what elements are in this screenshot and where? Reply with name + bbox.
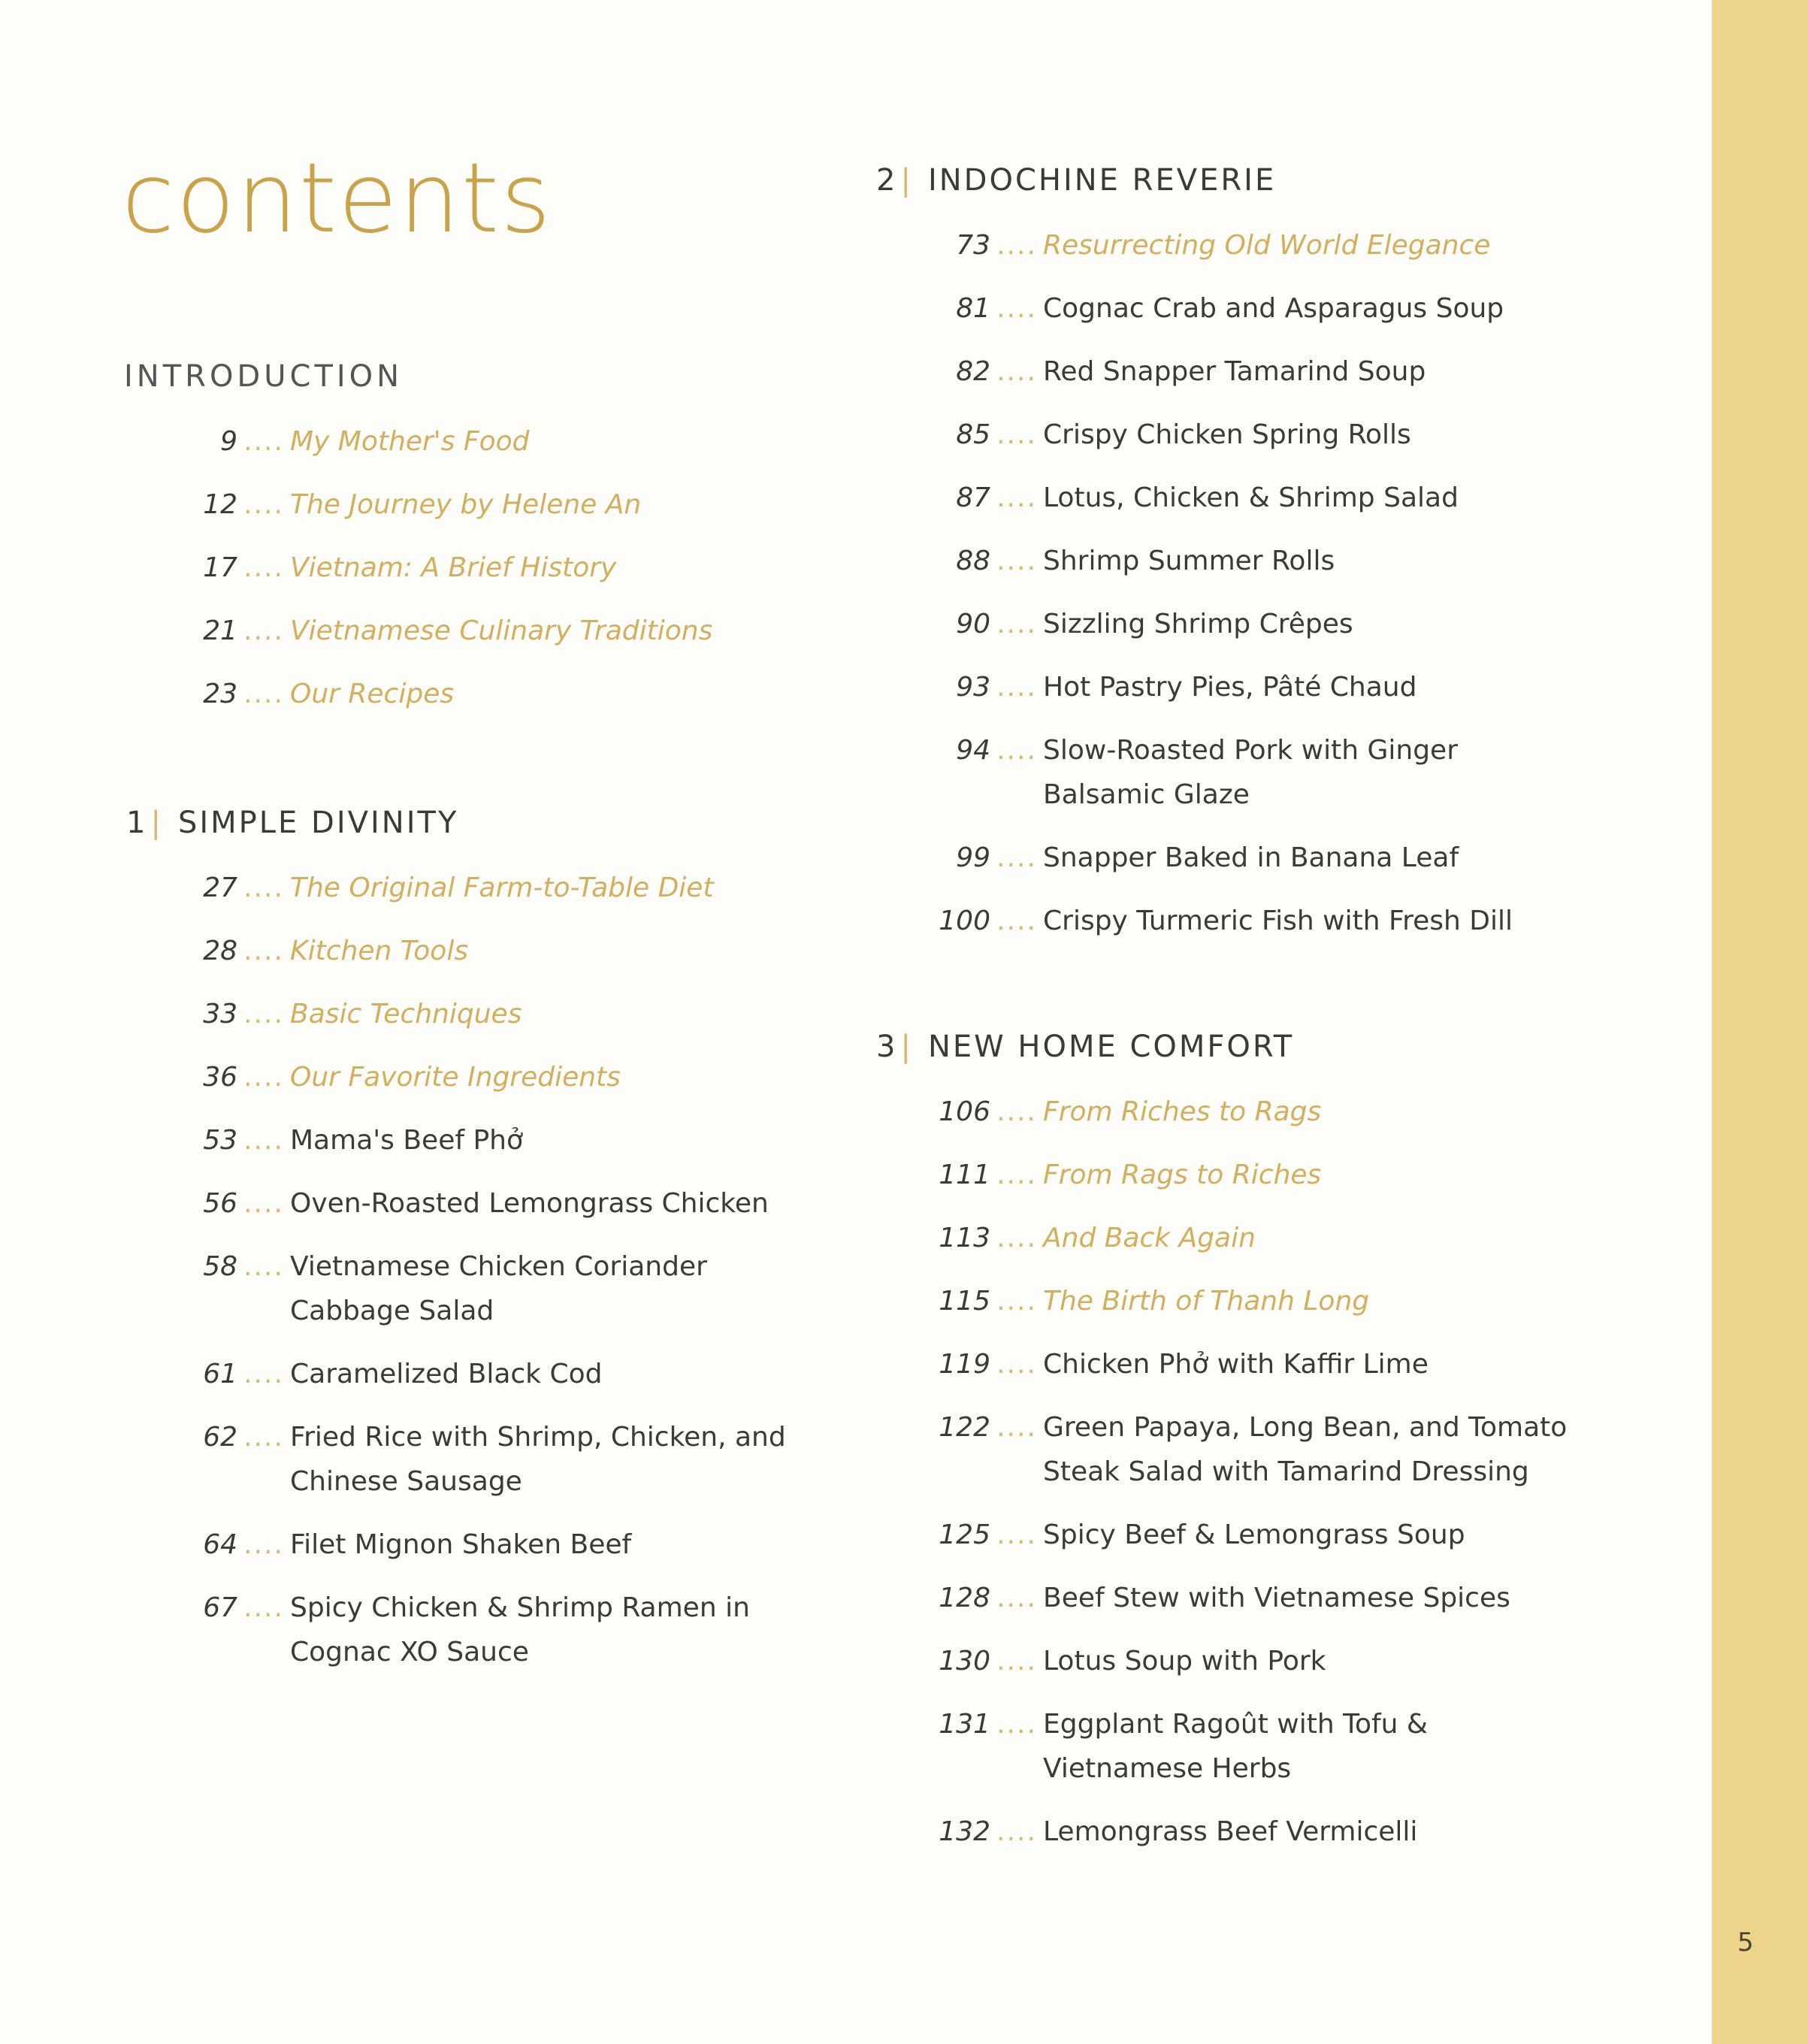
dot-leader: .... [243, 615, 284, 646]
entry-title: Snapper Baked in Banana Leaf [1043, 842, 1459, 873]
entry-page-number: 128 [939, 1583, 990, 1613]
entry-title: Lotus, Chicken & Shrimp Salad [1043, 482, 1459, 513]
section-title: NEW HOME COMFORT [927, 1030, 1295, 1064]
entry-page-number: 64 [203, 1529, 237, 1560]
dot-leader: .... [243, 936, 284, 966]
dot-leader: .... [243, 999, 284, 1030]
section-divider: | [150, 806, 163, 840]
entry-page-number: 106 [939, 1096, 990, 1127]
entry-title: Vietnamese Chicken Coriander Cabbage Salad [290, 1251, 707, 1326]
dot-leader: .... [996, 482, 1037, 513]
entry-title: Resurrecting Old World Elegance [1043, 230, 1491, 261]
entry-page-number: 61 [203, 1359, 237, 1389]
dot-leader: .... [243, 679, 284, 709]
entry-title: Our Recipes [290, 679, 455, 709]
toc-entry[interactable] [177, 546, 712, 590]
entry-title: Vietnamese Culinary Traditions [290, 615, 713, 646]
entry-page-number: 17 [203, 552, 237, 583]
entry-page-number: 131 [939, 1709, 990, 1740]
entry-page-number: 36 [203, 1062, 237, 1093]
entry-page-number: 73 [956, 230, 990, 261]
entry-title: Shrimp Summer Rolls [1043, 546, 1335, 576]
entry-page-number: 56 [203, 1188, 237, 1219]
entry-title: Green Papaya, Long Bean, and Tomato Steak Salad with Tamarind Dressing [1043, 1412, 1568, 1487]
dot-leader: .... [996, 1816, 1037, 1847]
entry-page-number: 27 [203, 872, 237, 903]
entry-title: Vietnam: A Brief History [290, 552, 617, 583]
toc-entry[interactable] [177, 1586, 786, 1674]
toc-entry[interactable] [930, 1279, 1567, 1323]
toc-entry[interactable] [930, 223, 1513, 268]
dot-leader: .... [243, 552, 284, 583]
entry-title: And Back Again [1043, 1223, 1256, 1253]
entry-page-number: 122 [939, 1412, 990, 1443]
entry-page-number: 115 [939, 1286, 990, 1317]
section-3-heading [876, 1030, 1294, 1064]
dot-leader: .... [996, 546, 1037, 576]
entry-page-number: 113 [939, 1223, 990, 1253]
entry-page-number: 130 [939, 1646, 990, 1677]
entry-title: Caramelized Black Cod [290, 1359, 603, 1389]
dot-leader: .... [996, 609, 1037, 640]
entry-title: The Birth of Thanh Long [1043, 1286, 1370, 1317]
entry-title: Fried Rice with Shrimp, Chicken, and Chinese Sausage [290, 1422, 786, 1497]
dot-leader: .... [996, 1160, 1037, 1190]
dot-leader: .... [243, 1188, 284, 1219]
section-number: 1 [126, 806, 148, 840]
entry-title: Oven-Roasted Lemongrass Chicken [290, 1188, 769, 1219]
entry-page-number: 53 [203, 1125, 237, 1156]
entry-title: Cognac Crab and Asparagus Soup [1043, 293, 1504, 324]
page-number: 5 [1737, 1928, 1754, 1958]
toc-entry[interactable] [177, 992, 786, 1036]
dot-leader: .... [243, 1062, 284, 1093]
entry-title: Crispy Chicken Spring Rolls [1043, 419, 1411, 450]
toc-entry[interactable] [177, 419, 712, 464]
dot-leader: .... [996, 672, 1037, 703]
entry-title: Red Snapper Tamarind Soup [1043, 356, 1426, 387]
dot-leader: .... [996, 1349, 1037, 1380]
dot-leader: .... [996, 1223, 1037, 1253]
dot-leader: .... [996, 1709, 1037, 1740]
entry-page-number: 132 [939, 1816, 990, 1847]
dot-leader: .... [996, 356, 1037, 387]
toc-entry[interactable] [930, 476, 1513, 520]
entry-title: The Journey by Helene An [290, 489, 642, 520]
entry-page-number: 9 [220, 426, 237, 457]
toc-entry[interactable] [930, 1342, 1567, 1386]
dot-leader: .... [996, 735, 1037, 766]
section-1-list [177, 866, 786, 1693]
entry-page-number: 99 [956, 842, 990, 873]
section-title: SIMPLE DIVINITY [177, 806, 459, 840]
entry-title: Kitchen Tools [290, 936, 469, 966]
toc-entry[interactable] [930, 1702, 1567, 1791]
toc-entry[interactable] [930, 349, 1513, 394]
entry-page-number: 12 [203, 489, 237, 520]
dot-leader: .... [996, 1412, 1037, 1443]
entry-page-number: 125 [939, 1519, 990, 1550]
dot-leader: .... [243, 1422, 284, 1453]
page-title: contents [122, 143, 552, 255]
toc-entry[interactable] [930, 1810, 1567, 1854]
entry-title: My Mother's Food [290, 426, 530, 457]
toc-entry[interactable] [930, 1216, 1567, 1260]
entry-title: Eggplant Ragoût with Tofu & Vietnamese Herbs [1043, 1709, 1428, 1784]
entry-title: Filet Mignon Shaken Beef [290, 1529, 632, 1560]
dot-leader: .... [996, 842, 1037, 873]
toc-entry[interactable] [930, 539, 1513, 583]
entry-page-number: 81 [956, 293, 990, 324]
toc-entry[interactable] [177, 1522, 786, 1567]
entry-title: From Rags to Riches [1043, 1160, 1322, 1190]
entry-title: Crispy Turmeric Fish with Fresh Dill [1043, 906, 1513, 936]
entry-page-number: 85 [956, 419, 990, 450]
toc-entry[interactable] [930, 1153, 1567, 1197]
toc-entry[interactable] [930, 728, 1513, 817]
toc-entry[interactable] [930, 899, 1513, 943]
dot-leader: .... [243, 1529, 284, 1560]
toc-entry[interactable] [930, 413, 1513, 457]
page-edge-strip [1712, 0, 1808, 2044]
toc-entry[interactable] [930, 602, 1513, 646]
dot-leader: .... [243, 872, 284, 903]
toc-entry[interactable] [930, 665, 1513, 709]
entry-title: Lemongrass Beef Vermicelli [1043, 1816, 1418, 1847]
entry-page-number: 21 [203, 615, 237, 646]
entry-page-number: 94 [956, 735, 990, 766]
toc-entry[interactable] [177, 609, 712, 653]
section-title: INDOCHINE REVERIE [927, 163, 1277, 198]
toc-entry[interactable] [177, 482, 712, 527]
section-3-list [930, 1090, 1567, 1873]
entry-page-number: 88 [956, 546, 990, 576]
toc-entry[interactable] [177, 1244, 786, 1333]
entry-page-number: 100 [939, 906, 990, 936]
toc-entry[interactable] [930, 1513, 1567, 1557]
section-divider: | [900, 163, 913, 198]
entry-title: From Riches to Rags [1043, 1096, 1322, 1127]
toc-entry[interactable] [177, 1181, 786, 1226]
introduction-heading: INTRODUCTION [124, 359, 404, 394]
entry-page-number: 87 [956, 482, 990, 513]
entry-title: Chicken Phở with Kaffir Lime [1043, 1349, 1429, 1380]
entry-page-number: 58 [203, 1251, 237, 1282]
entry-title: Spicy Chicken & Shrimp Ramen in Cognac XO Sauce [290, 1592, 750, 1668]
entry-page-number: 33 [203, 999, 237, 1030]
toc-entry[interactable] [930, 1405, 1567, 1494]
entry-page-number: 62 [203, 1422, 237, 1453]
entry-title: Lotus Soup with Pork [1043, 1646, 1326, 1677]
entry-title: Spicy Beef & Lemongrass Soup [1043, 1519, 1465, 1550]
introduction-list [177, 419, 712, 735]
entry-page-number: 23 [203, 679, 237, 709]
toc-entry[interactable] [930, 286, 1513, 331]
dot-leader: .... [996, 1096, 1037, 1127]
section-1-heading [126, 806, 458, 840]
entry-title: Mama's Beef Phở [290, 1125, 524, 1156]
dot-leader: .... [996, 1519, 1037, 1550]
dot-leader: .... [996, 906, 1037, 936]
entry-title: Basic Techniques [290, 999, 522, 1030]
entry-title: Slow-Roasted Pork with Ginger Balsamic Glaze [1043, 735, 1458, 810]
entry-page-number: 119 [939, 1349, 990, 1380]
toc-entry[interactable] [930, 1576, 1567, 1620]
toc-entry[interactable] [177, 1415, 786, 1504]
entry-page-number: 28 [203, 936, 237, 966]
toc-entry[interactable] [930, 1090, 1567, 1134]
entry-title: Hot Pastry Pies, Pâté Chaud [1043, 672, 1417, 703]
dot-leader: .... [996, 293, 1037, 324]
section-2-heading [876, 163, 1276, 198]
toc-entry[interactable] [177, 672, 712, 716]
entry-page-number: 111 [939, 1160, 990, 1190]
entry-page-number: 90 [956, 609, 990, 640]
entry-page-number: 93 [956, 672, 990, 703]
entry-title: Beef Stew with Vietnamese Spices [1043, 1583, 1510, 1613]
entry-page-number: 82 [956, 356, 990, 387]
section-number: 2 [876, 163, 898, 198]
dot-leader: .... [243, 1251, 284, 1282]
section-number: 3 [876, 1030, 898, 1064]
toc-entry[interactable] [930, 1639, 1567, 1683]
entry-page-number: 67 [203, 1592, 237, 1623]
entry-title: Sizzling Shrimp Crêpes [1043, 609, 1353, 640]
dot-leader: .... [996, 1286, 1037, 1317]
toc-entry[interactable] [177, 1055, 786, 1099]
entry-title: Our Favorite Ingredients [290, 1062, 621, 1093]
toc-entry[interactable] [177, 929, 786, 973]
section-2-list [930, 223, 1513, 962]
dot-leader: .... [243, 426, 284, 457]
dot-leader: .... [996, 230, 1037, 261]
toc-entry[interactable] [177, 1118, 786, 1163]
dot-leader: .... [996, 419, 1037, 450]
entry-title: The Original Farm-to-Table Diet [290, 872, 714, 903]
dot-leader: .... [243, 489, 284, 520]
dot-leader: .... [243, 1359, 284, 1389]
toc-entry[interactable] [177, 866, 786, 910]
toc-entry[interactable] [930, 836, 1513, 880]
dot-leader: .... [996, 1583, 1037, 1613]
dot-leader: .... [243, 1592, 284, 1623]
section-divider: | [900, 1030, 913, 1064]
dot-leader: .... [996, 1646, 1037, 1677]
dot-leader: .... [243, 1125, 284, 1156]
toc-entry[interactable] [177, 1352, 786, 1396]
